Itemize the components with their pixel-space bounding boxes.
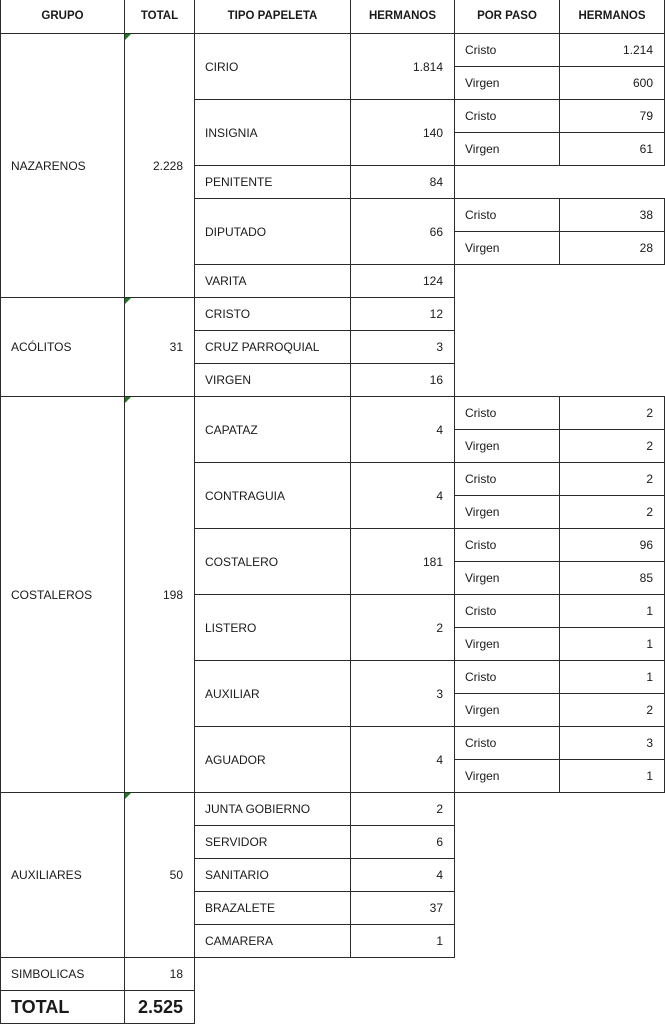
type-hermanos: 181 (350, 528, 455, 595)
paso-hermanos: 1.214 (559, 33, 665, 67)
paso-hermanos: 2 (559, 396, 665, 430)
type-name: LISTERO (194, 594, 351, 661)
paso-hermanos: 38 (559, 198, 665, 232)
paso-hermanos: 28 (559, 231, 665, 265)
paso-hermanos: 2 (559, 429, 665, 463)
type-name: INSIGNIA (194, 99, 351, 166)
paso-hermanos: 1 (559, 594, 665, 628)
type-name: COSTALERO (194, 528, 351, 595)
paso-name: Cristo (454, 33, 560, 67)
paso-hermanos: 96 (559, 528, 665, 562)
type-hermanos: 84 (350, 165, 455, 199)
type-name: CRISTO (194, 297, 351, 331)
type-hermanos: 16 (350, 363, 455, 397)
type-name: VARITA (194, 264, 351, 298)
grand-total-value: 2.525 (124, 990, 195, 1024)
type-hermanos: 2 (350, 594, 455, 661)
type-hermanos: 12 (350, 297, 455, 331)
header-tipo-papeleta: TIPO PAPELETA (194, 0, 351, 34)
type-hermanos: 4 (350, 726, 455, 793)
group-total-acolitos: 31 (124, 297, 195, 397)
paso-name: Virgen (454, 759, 560, 793)
group-name-acolitos: ACÓLITOS (0, 297, 125, 397)
paso-name: Virgen (454, 561, 560, 595)
paso-hermanos: 2 (559, 462, 665, 496)
type-hermanos: 37 (350, 891, 455, 925)
group-name-auxiliares: AUXILIARES (0, 792, 125, 958)
grand-total-label: TOTAL (0, 990, 125, 1024)
type-name: JUNTA GOBIERNO (194, 792, 351, 826)
type-name: CAMARERA (194, 924, 351, 958)
paso-name: Cristo (454, 528, 560, 562)
type-name: VIRGEN (194, 363, 351, 397)
group-total-simbolicas: 18 (124, 957, 195, 991)
type-name: SANITARIO (194, 858, 351, 892)
paso-name: Virgen (454, 495, 560, 529)
paso-hermanos: 3 (559, 726, 665, 760)
type-hermanos: 66 (350, 198, 455, 265)
type-hermanos: 3 (350, 660, 455, 727)
type-name: CIRIO (194, 33, 351, 100)
paso-name: Cristo (454, 396, 560, 430)
header-por-paso: POR PASO (454, 0, 560, 34)
paso-name: Cristo (454, 462, 560, 496)
paso-name: Virgen (454, 66, 560, 100)
type-name: CONTRAGUIA (194, 462, 351, 529)
type-name: DIPUTADO (194, 198, 351, 265)
type-hermanos: 6 (350, 825, 455, 859)
header-total: TOTAL (124, 0, 195, 34)
paso-name: Cristo (454, 660, 560, 694)
paso-hermanos: 2 (559, 693, 665, 727)
group-name-simbolicas: SIMBOLICAS (0, 957, 125, 991)
paso-name: Cristo (454, 726, 560, 760)
type-name: PENITENTE (194, 165, 351, 199)
type-hermanos: 1.814 (350, 33, 455, 100)
type-hermanos: 4 (350, 462, 455, 529)
type-hermanos: 124 (350, 264, 455, 298)
type-name: CRUZ PARROQUIAL (194, 330, 351, 364)
paso-name: Virgen (454, 693, 560, 727)
type-name: AGUADOR (194, 726, 351, 793)
header-hermanos: HERMANOS (350, 0, 455, 34)
type-name: SERVIDOR (194, 825, 351, 859)
type-hermanos: 140 (350, 99, 455, 166)
paso-hermanos: 1 (559, 759, 665, 793)
type-name: AUXILIAR (194, 660, 351, 727)
paso-name: Virgen (454, 132, 560, 166)
paso-name: Virgen (454, 429, 560, 463)
type-hermanos: 4 (350, 858, 455, 892)
paso-name: Virgen (454, 231, 560, 265)
group-total-costaleros: 198 (124, 396, 195, 793)
paso-hermanos: 1 (559, 627, 665, 661)
paso-hermanos: 79 (559, 99, 665, 133)
type-hermanos: 1 (350, 924, 455, 958)
group-total-nazarenos: 2.228 (124, 33, 195, 298)
paso-hermanos: 1 (559, 660, 665, 694)
paso-hermanos: 61 (559, 132, 665, 166)
paso-hermanos: 2 (559, 495, 665, 529)
type-hermanos: 4 (350, 396, 455, 463)
paso-name: Cristo (454, 198, 560, 232)
paso-hermanos: 85 (559, 561, 665, 595)
type-hermanos: 2 (350, 792, 455, 826)
paso-name: Virgen (454, 627, 560, 661)
paso-name: Cristo (454, 594, 560, 628)
header-grupo: GRUPO (0, 0, 125, 34)
group-name-nazarenos: NAZARENOS (0, 33, 125, 298)
paso-hermanos: 600 (559, 66, 665, 100)
group-name-costaleros: COSTALEROS (0, 396, 125, 793)
paso-name: Cristo (454, 99, 560, 133)
type-name: BRAZALETE (194, 891, 351, 925)
header-hermanos-paso: HERMANOS (559, 0, 665, 34)
type-name: CAPATAZ (194, 396, 351, 463)
group-total-auxiliares: 50 (124, 792, 195, 958)
type-hermanos: 3 (350, 330, 455, 364)
